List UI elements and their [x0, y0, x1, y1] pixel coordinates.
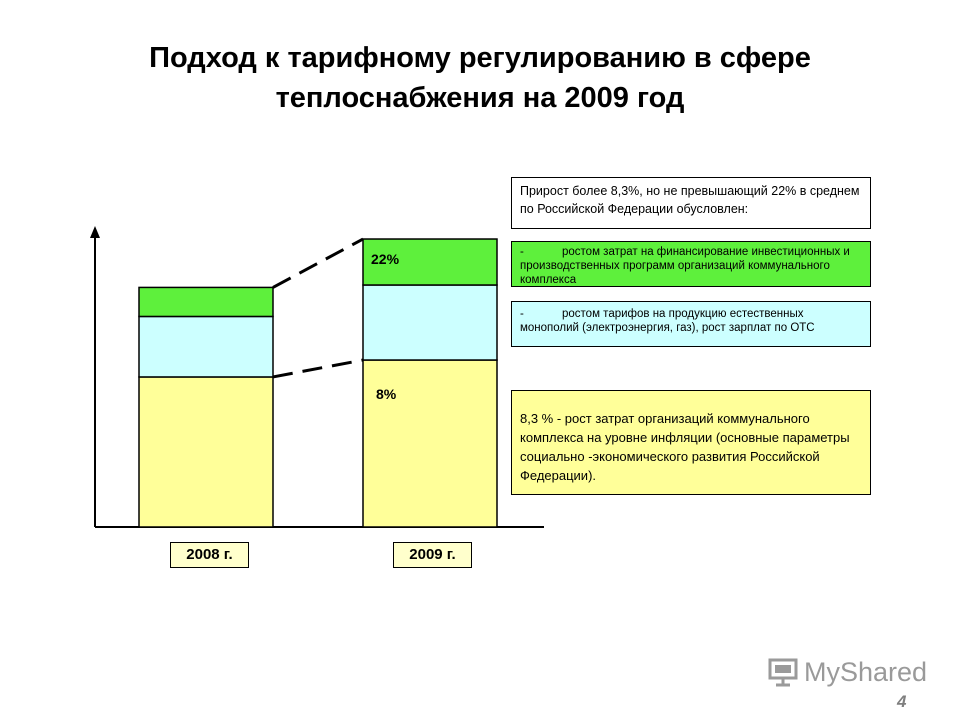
bar-segment-1-3: [139, 287, 273, 316]
connector-lower: [273, 360, 363, 377]
connector-upper: [273, 239, 363, 287]
note-monopolies: [511, 301, 871, 347]
note-investment-dash: -: [520, 246, 524, 258]
bar-segment-1-1: [139, 377, 273, 527]
label-8-percent: 8%: [376, 386, 397, 402]
presentation-board-icon: [768, 657, 798, 687]
note-inflation: 8,3 % - рост затрат организаций коммунального комплекса на уровне инфляции (основные параметры социально -экономического развития Российской Федерации).: [511, 390, 871, 495]
note-monopolies-text: ростом тарифов на продукцию естественных монополий (электроэнергия, газ), рост зарплат по ОТС: [520, 308, 815, 334]
title-line-1: Подход к тарифному регулированию в сфере: [149, 42, 811, 74]
chart-connectors: [273, 239, 363, 377]
label-22-percent: 22%: [371, 251, 400, 267]
logo-text: MyShared: [804, 656, 928, 687]
note-investment: [511, 241, 871, 287]
page-number: 4: [897, 692, 907, 711]
bar-segment-2-2: [363, 285, 497, 360]
site-logo: [768, 654, 927, 690]
year-label-2009: 2009 г.: [393, 542, 472, 568]
title-line-2: теплоснабжения на 2009 год: [275, 82, 685, 114]
bar-segment-1-2: [139, 316, 273, 377]
chart-bars: [139, 239, 497, 527]
note-intro: Прирост более 8,3%, но не превышающий 22% в среднем по Российской Федерации обусловлен:: [511, 177, 871, 229]
note-monopolies-dash: -: [520, 308, 524, 320]
y-axis-arrow: [90, 226, 100, 238]
note-investment-text: ростом затрат на финансирование инвестиционных и производственных программ организаций коммунального комплекса: [520, 246, 850, 286]
year-label-2008: 2008 г.: [170, 542, 249, 568]
